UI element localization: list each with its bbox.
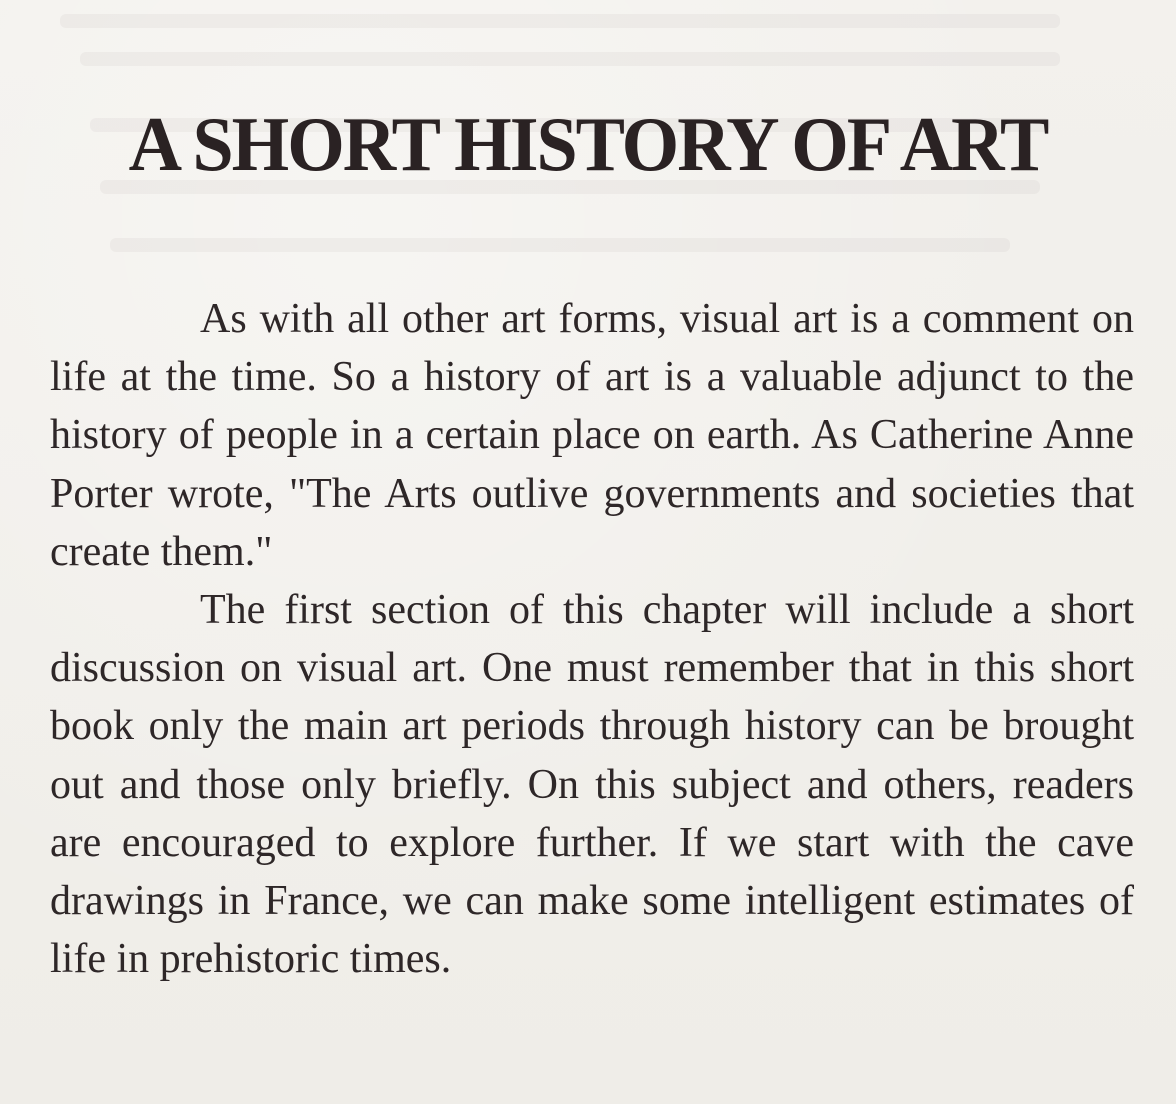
body-text	[50, 290, 1134, 988]
paragraph-2: The first section of this chapter will include a short discussion on visual art. One must remember that in this short book only the main art periods through history can be brought out and those only briefly. On this subject and others, readers are encouraged to explore further. If we start with the cave drawings in France, we can make some intelligent estimates of life in prehistoric times.	[50, 587, 1134, 983]
paragraph-1: As with all other art forms, visual art is a comment on life at the time. So a history of art is a valuable adjunct to the history of people in a certain place on earth. As Catherine Anne Porter wrote, "The Arts outlive governments and societies that create them."	[50, 296, 1134, 575]
page-title: A SHORT HISTORY OF ART	[128, 101, 1048, 189]
